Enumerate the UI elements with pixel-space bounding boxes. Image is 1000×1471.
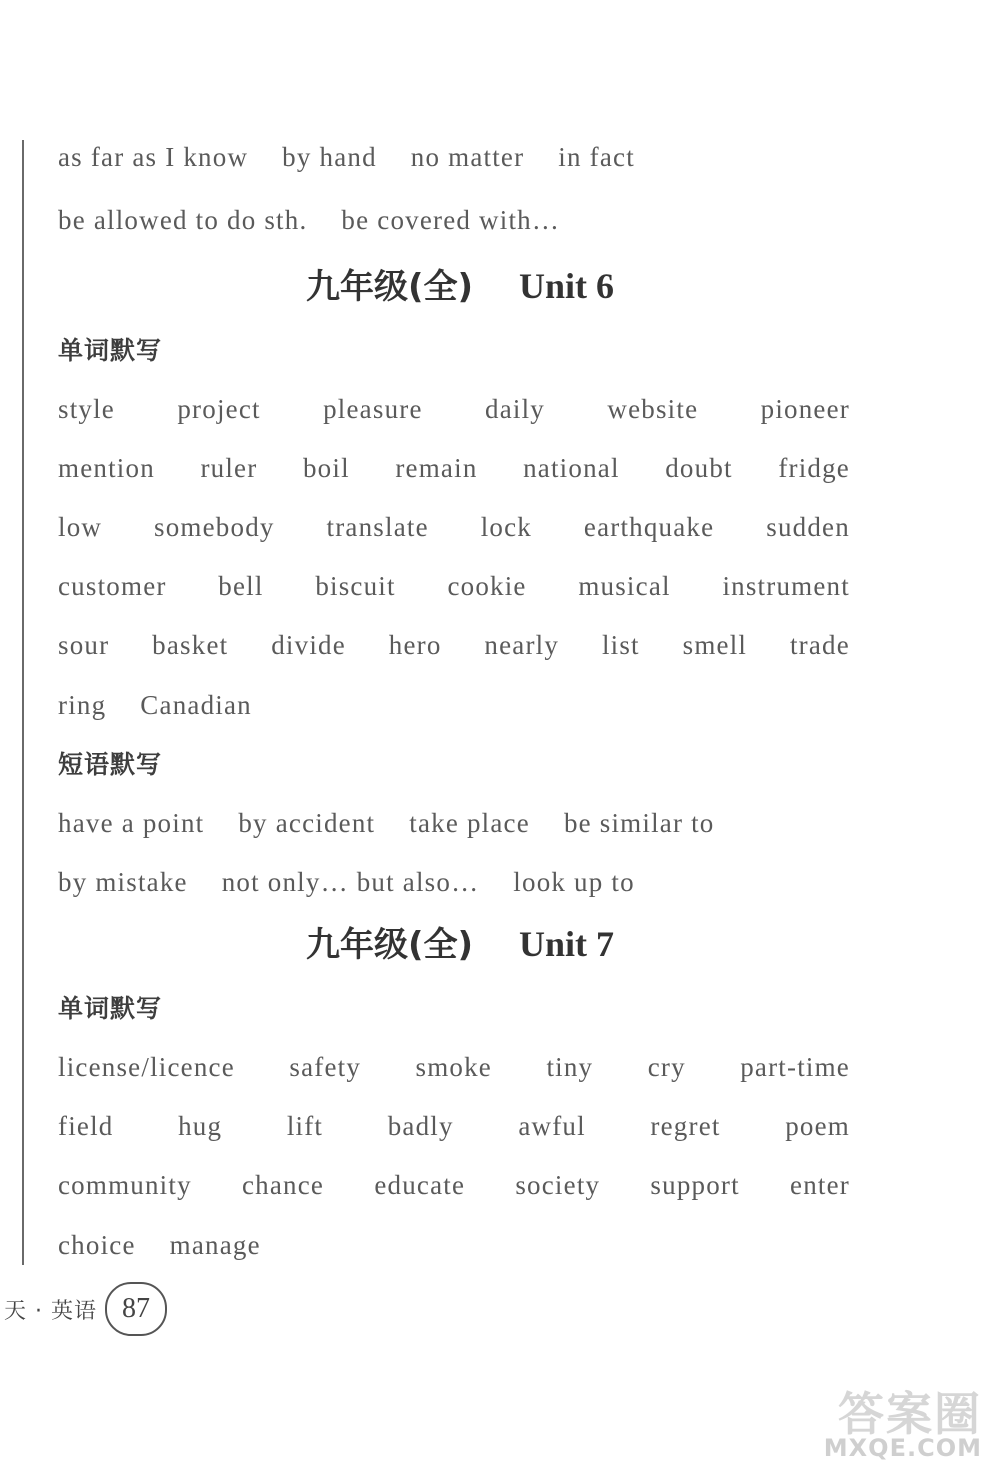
word-row xyxy=(58,625,850,665)
word-row xyxy=(58,1106,850,1146)
phrase-row xyxy=(58,862,850,902)
word: part-time xyxy=(740,1052,850,1082)
word: national xyxy=(523,453,620,483)
word-row xyxy=(58,1047,850,1087)
word: doubt xyxy=(665,453,733,483)
word: tiny xyxy=(546,1052,594,1082)
section-title-words: 单词默写 xyxy=(58,994,163,1023)
word: website xyxy=(607,394,699,424)
word: manage xyxy=(169,1230,261,1260)
watermark-text: 答案圈 xyxy=(838,1387,982,1441)
word: project xyxy=(177,394,261,424)
phrase: not only… but also… xyxy=(221,867,480,897)
unit-heading xyxy=(0,920,920,969)
word: customer xyxy=(58,571,167,601)
word: license/licence xyxy=(58,1052,235,1082)
word: basket xyxy=(152,630,229,660)
word: earthquake xyxy=(583,512,715,542)
page-number: 87 xyxy=(105,1282,167,1336)
word: safety xyxy=(289,1052,362,1082)
word: badly xyxy=(387,1111,454,1141)
word: bell xyxy=(218,571,264,601)
word: poem xyxy=(785,1111,850,1141)
word-row xyxy=(58,507,850,547)
phrase: no matter xyxy=(410,142,525,172)
word: field xyxy=(58,1111,114,1141)
word: hero xyxy=(388,630,442,660)
word: awful xyxy=(518,1111,586,1141)
word: boil xyxy=(302,453,350,483)
phrase: be allowed to do sth. xyxy=(58,205,308,235)
word: ring xyxy=(58,690,107,720)
word: ruler xyxy=(200,453,258,483)
phrase-row xyxy=(58,200,850,240)
unit-label: Unit 6 xyxy=(519,266,615,306)
word: sour xyxy=(58,630,110,660)
page-footer xyxy=(0,1280,200,1338)
word: hug xyxy=(178,1111,223,1141)
word: cookie xyxy=(447,571,527,601)
word: lift xyxy=(286,1111,324,1141)
word: daily xyxy=(485,394,546,424)
word: biscuit xyxy=(315,571,396,601)
section-title-words: 单词默写 xyxy=(58,336,163,365)
word-row xyxy=(58,566,850,606)
phrase: be similar to xyxy=(563,808,715,838)
word: mention xyxy=(58,453,155,483)
word: instrument xyxy=(722,571,850,601)
unit-heading xyxy=(0,262,920,311)
word: style xyxy=(58,394,115,424)
word-row xyxy=(58,389,850,429)
watermark-logo xyxy=(802,1378,992,1468)
word: list xyxy=(601,630,640,660)
word: community xyxy=(58,1170,192,1200)
word: divide xyxy=(271,630,346,660)
word-row xyxy=(58,1225,850,1265)
word: trade xyxy=(789,630,850,660)
phrase: by accident xyxy=(238,808,376,838)
grade-label: 九年级(全) xyxy=(305,925,474,965)
word: remain xyxy=(395,453,478,483)
word: somebody xyxy=(154,512,275,542)
unit-label: Unit 7 xyxy=(519,924,615,964)
watermark-url: MXQE.COM xyxy=(823,1434,982,1462)
word: translate xyxy=(326,512,429,542)
word: regret xyxy=(650,1111,721,1141)
phrase: in fact xyxy=(558,142,635,172)
word-row xyxy=(58,448,850,488)
grade-label: 九年级(全) xyxy=(305,267,474,307)
section-title-phrases: 短语默写 xyxy=(58,750,163,779)
book-label: 天 · 英语 xyxy=(4,1298,97,1324)
phrase: take place xyxy=(409,808,530,838)
word: fridge xyxy=(778,453,850,483)
word: support xyxy=(650,1170,740,1200)
word: pioneer xyxy=(760,394,850,424)
word: sudden xyxy=(766,512,850,542)
word: lock xyxy=(480,512,532,542)
phrase: by mistake xyxy=(58,867,188,897)
word: musical xyxy=(578,571,671,601)
phrase: as far as I know xyxy=(58,142,249,172)
word: Canadian xyxy=(140,690,252,720)
word: low xyxy=(58,512,103,542)
phrase: by hand xyxy=(282,142,377,172)
word: cry xyxy=(647,1052,686,1082)
word: society xyxy=(515,1170,601,1200)
word: smoke xyxy=(415,1052,492,1082)
word-row xyxy=(58,685,850,725)
word: pleasure xyxy=(323,394,423,424)
phrase-row xyxy=(58,137,850,177)
word: choice xyxy=(58,1230,136,1260)
word: enter xyxy=(790,1170,850,1200)
word: educate xyxy=(374,1170,466,1200)
phrase: be covered with… xyxy=(341,205,561,235)
word: smell xyxy=(682,630,748,660)
phrase: look up to xyxy=(513,867,635,897)
word: nearly xyxy=(484,630,560,660)
word-row xyxy=(58,1165,850,1205)
phrase: have a point xyxy=(58,808,205,838)
phrase-row xyxy=(58,803,850,843)
word: chance xyxy=(241,1170,325,1200)
